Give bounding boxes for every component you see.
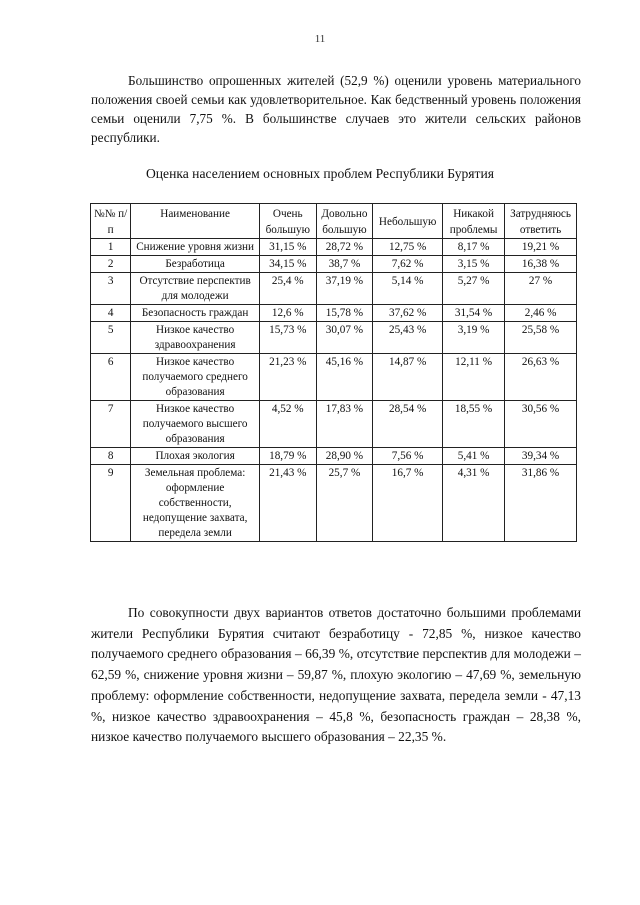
- header-number: №№ п/п: [91, 204, 131, 239]
- row-name: Низкое качество здравоохранения: [131, 322, 260, 354]
- row-value: 2,46 %: [505, 305, 577, 322]
- row-value: 31,54 %: [443, 305, 505, 322]
- row-value: 5,41 %: [443, 448, 505, 465]
- row-value: 30,56 %: [505, 401, 577, 448]
- row-number: 5: [91, 322, 131, 354]
- row-name: Снижение уровня жизни: [131, 239, 260, 256]
- row-value: 25,7 %: [316, 465, 373, 542]
- page-number: 11: [314, 33, 326, 45]
- table-row: [91, 322, 577, 354]
- row-value: 7,56 %: [373, 448, 443, 465]
- row-name: Земельная проблема: оформление собственности, недопущение захвата, передела земли: [131, 465, 260, 542]
- header-name: Наименование: [131, 204, 260, 239]
- table-header-row: [91, 204, 577, 239]
- row-number: 4: [91, 305, 131, 322]
- row-value: 34,15 %: [259, 256, 316, 273]
- row-value: 19,21 %: [505, 239, 577, 256]
- row-name: Низкое качество получаемого высшего образования: [131, 401, 260, 448]
- row-value: 21,43 %: [259, 465, 316, 542]
- row-number: 3: [91, 273, 131, 305]
- row-value: 18,55 %: [443, 401, 505, 448]
- row-number: 7: [91, 401, 131, 448]
- row-value: 25,4 %: [259, 273, 316, 305]
- row-number: 1: [91, 239, 131, 256]
- row-value: 17,83 %: [316, 401, 373, 448]
- row-value: 38,7 %: [316, 256, 373, 273]
- row-value: 28,72 %: [316, 239, 373, 256]
- header-very-big: Очень большую: [259, 204, 316, 239]
- row-value: 4,31 %: [443, 465, 505, 542]
- table-row: [91, 465, 577, 542]
- table-row: [91, 354, 577, 401]
- row-value: 8,17 %: [443, 239, 505, 256]
- header-no-problem: Никакой проблемы: [443, 204, 505, 239]
- row-value: 7,62 %: [373, 256, 443, 273]
- table-row: [91, 305, 577, 322]
- row-value: 45,16 %: [316, 354, 373, 401]
- row-value: 12,75 %: [373, 239, 443, 256]
- row-name: Низкое качество получаемого среднего образования: [131, 354, 260, 401]
- header-rather-big: Довольно большую: [316, 204, 373, 239]
- row-name: Безопасность граждан: [131, 305, 260, 322]
- row-value: 37,62 %: [373, 305, 443, 322]
- row-value: 31,86 %: [505, 465, 577, 542]
- table-title: Оценка населением основных проблем Республики Бурятия: [145, 166, 495, 181]
- row-value: 12,11 %: [443, 354, 505, 401]
- row-value: 3,19 %: [443, 322, 505, 354]
- row-value: 16,38 %: [505, 256, 577, 273]
- row-number: 8: [91, 448, 131, 465]
- problems-table: [90, 203, 577, 542]
- row-value: 28,90 %: [316, 448, 373, 465]
- row-name: Безработица: [131, 256, 260, 273]
- row-value: 39,34 %: [505, 448, 577, 465]
- row-value: 5,14 %: [373, 273, 443, 305]
- row-value: 16,7 %: [373, 465, 443, 542]
- header-small: Небольшую: [373, 204, 443, 239]
- intro-paragraph: Большинство опрошенных жителей (52,9 %) оценили уровень материального положения своей семьи как удовлетворительное. Как бедственный уровень положения семьи оценили 7,75 %. В большинстве случаев это жители сельских районов республики.: [91, 73, 581, 145]
- row-value: 21,23 %: [259, 354, 316, 401]
- table-row: [91, 256, 577, 273]
- row-value: 27 %: [505, 273, 577, 305]
- row-value: 15,73 %: [259, 322, 316, 354]
- table-row: [91, 448, 577, 465]
- row-number: 6: [91, 354, 131, 401]
- row-value: 26,63 %: [505, 354, 577, 401]
- row-value: 12,6 %: [259, 305, 316, 322]
- row-value: 4,52 %: [259, 401, 316, 448]
- row-value: 30,07 %: [316, 322, 373, 354]
- row-value: 31,15 %: [259, 239, 316, 256]
- row-value: 18,79 %: [259, 448, 316, 465]
- row-number: 2: [91, 256, 131, 273]
- row-value: 5,27 %: [443, 273, 505, 305]
- row-value: 25,58 %: [505, 322, 577, 354]
- row-name: Плохая экология: [131, 448, 260, 465]
- table-row: [91, 401, 577, 448]
- row-name: Отсутствие перспектив для молодежи: [131, 273, 260, 305]
- table-row: [91, 239, 577, 256]
- summary-paragraph: По совокупности двух вариантов ответов достаточно большими проблемами жители Республики Бурятия считают безработицу - 72,85 %, низкое качество получаемого среднего образования – 66,39 %, отсутствие перспектив для молодежи – 62,59 %, снижение уровня жизни – 59,87 %, плохую экологию – 47,69 %, земельную проблему: оформление собственности, недопущение захвата, передела земли - 47,13 %, низкое качество здравоохранения – 45,8 %, безопасность граждан – 28,38 %, низкое качество получаемого высшего образования – 22,35 %.: [91, 605, 581, 745]
- header-hard-to-say: Затрудняюсь ответить: [505, 204, 577, 239]
- row-value: 15,78 %: [316, 305, 373, 322]
- row-value: 28,54 %: [373, 401, 443, 448]
- row-value: 14,87 %: [373, 354, 443, 401]
- row-value: 37,19 %: [316, 273, 373, 305]
- row-value: 3,15 %: [443, 256, 505, 273]
- row-value: 25,43 %: [373, 322, 443, 354]
- row-number: 9: [91, 465, 131, 542]
- table-row: [91, 273, 577, 305]
